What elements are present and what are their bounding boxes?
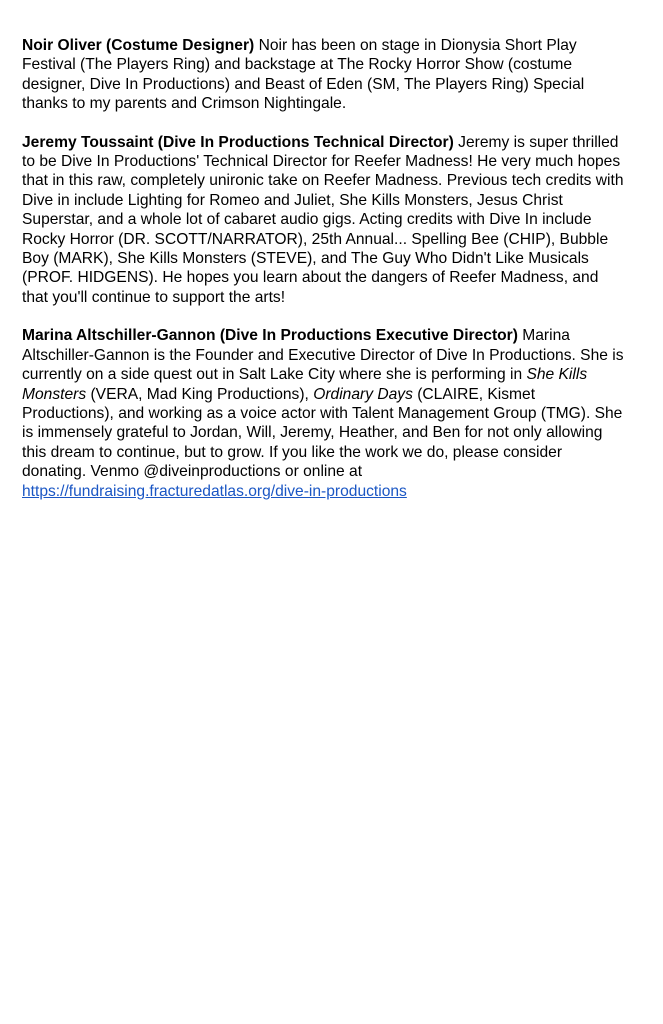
- bio-heading: Noir Oliver (Costume Designer): [22, 37, 255, 54]
- show-title-ordinary-days: Ordinary Days: [313, 385, 413, 403]
- bio-heading: Marina Altschiller-Gannon (Dive In Productions Executive Director): [22, 327, 518, 345]
- bio-text: Noir has been on stage in Dionysia Short Play Festival (The Players Ring) and backstage at The Rocky Horror Show (costume designer, Dive In Productions) and Beast of Eden (SM, The Players Ring) Special thanks to my parents and Crimson Nightingale.: [22, 37, 585, 113]
- bio-noir-oliver: [22, 36, 627, 114]
- bio-text: (VERA, Mad King Productions),: [86, 385, 314, 403]
- donation-link[interactable]: https://fundraising.fracturedatlas.org/dive-in-productions: [22, 482, 407, 500]
- bio-marina-altschiller-gannon: [22, 326, 627, 501]
- show-title-she-kills-monsters: She Kills Monsters: [22, 366, 588, 403]
- bio-text: (CLAIRE, Kismet Productions), and working as a voice actor with Talent Management Group (TMG). She is immensely grateful to Jordan, Will, Jeremy, Heather, and Ben for not only allowing this dream to continue, but to grow. If you like the work we do, please consider donating. Venmo @diveinproductions or online at: [22, 385, 623, 481]
- program-bios-page: [22, 36, 627, 520]
- bio-text: Jeremy is super thrilled to be Dive In Productions' Technical Director for Reefer Madness! He very much hopes that in this raw, completely unironic take on Reefer Madness. Previous tech credits with Dive in include Lighting for Romeo and Juliet, She Kills Monsters, Jesus Christ Superstar, and a whole lot of cabaret audio gigs. Acting credits with Dive In include Rocky Horror (DR. SCOTT/NARRATOR), 25th Annual... Spelling Bee (CHIP), Bubble Boy (MARK), She Kills Monsters (STEVE), and The Guy Who Didn't Like Musicals (PROF. HIDGENS). He hopes you learn about the dangers of Reefer Madness, and that you'll continue to support the arts!: [22, 133, 624, 306]
- bio-jeremy-toussaint: [22, 133, 627, 308]
- bio-heading: Jeremy Toussaint (Dive In Productions Technical Director): [22, 133, 454, 151]
- bio-text: Marina Altschiller-Gannon is the Founder and Executive Director of Dive In Productions. She is currently on a side quest out in Salt Lake City where she is performing in: [22, 327, 624, 384]
